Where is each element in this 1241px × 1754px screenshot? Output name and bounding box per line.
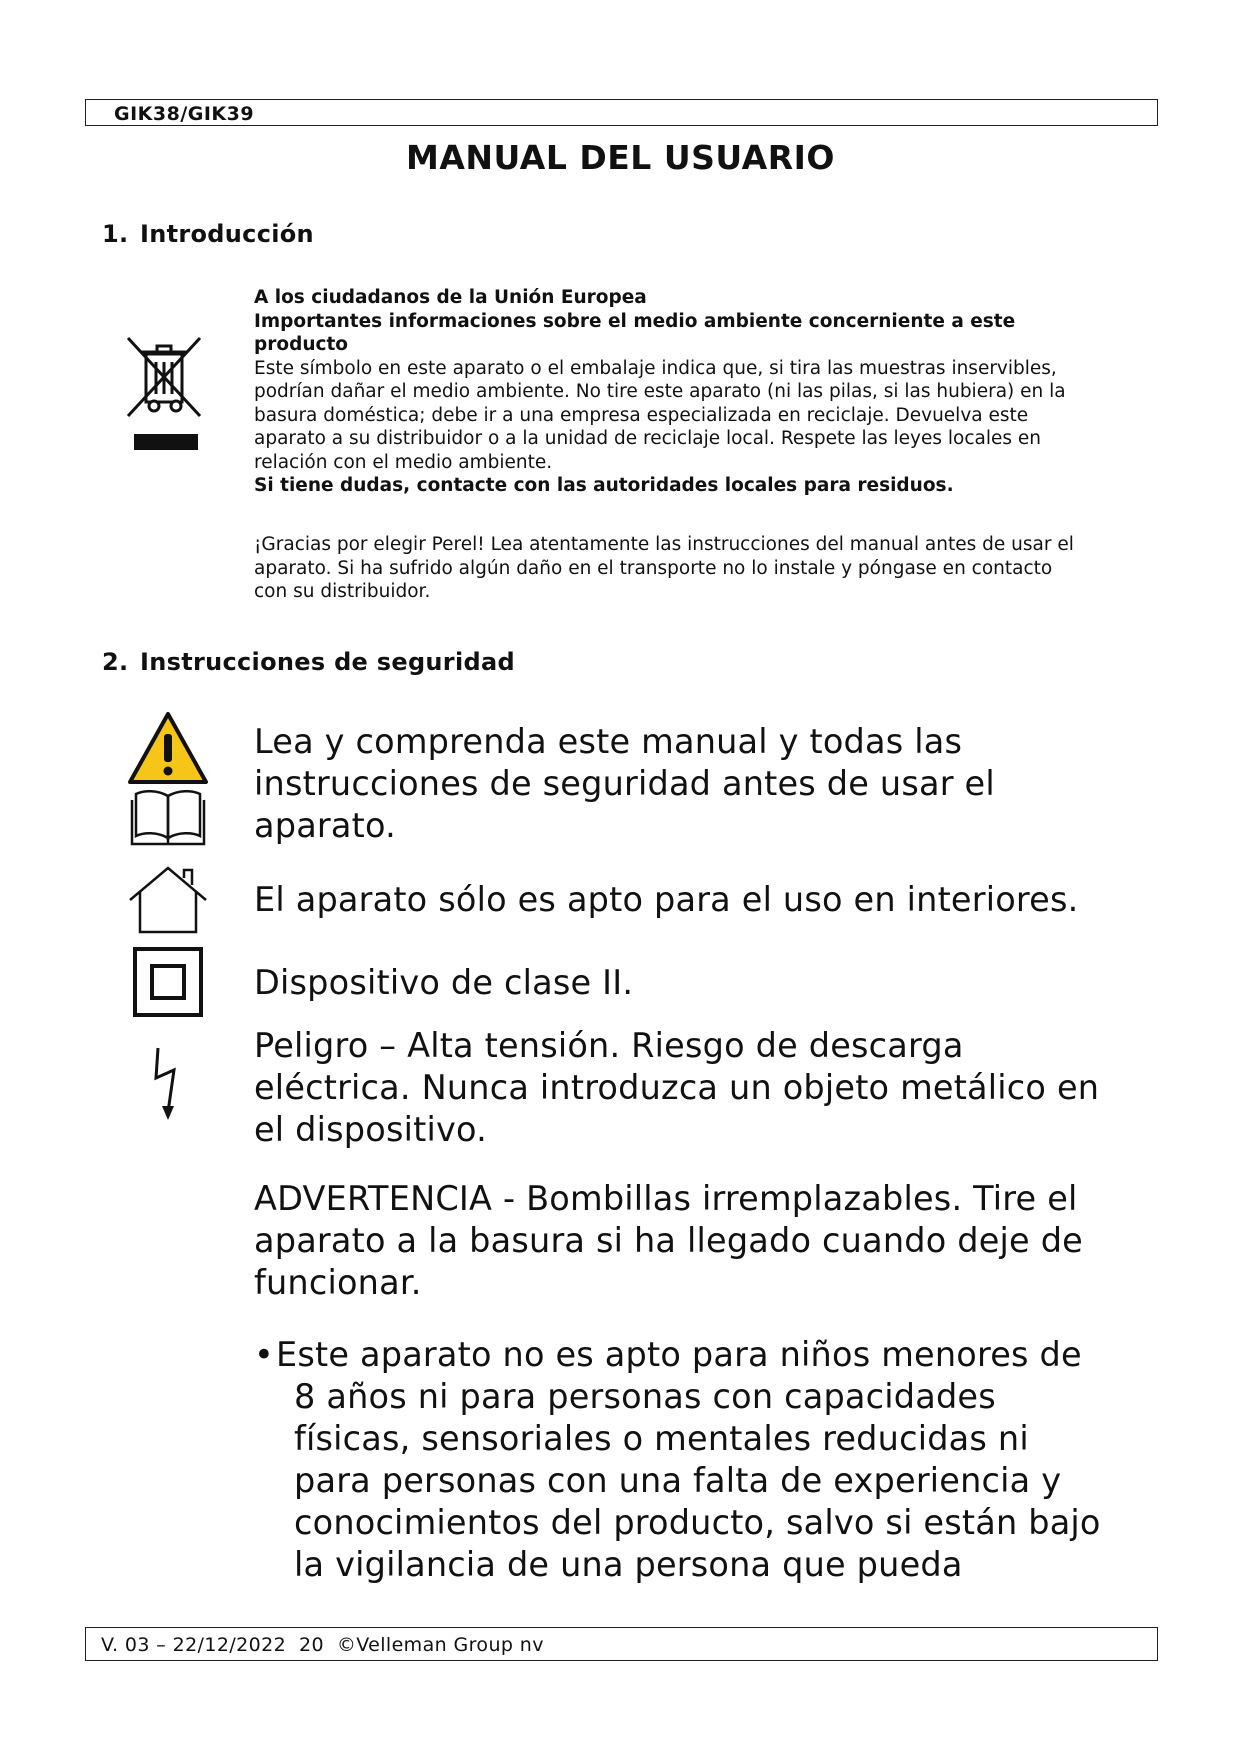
section-1-number: 1. <box>102 220 129 248</box>
section-2-heading <box>102 648 515 676</box>
footer-box <box>85 1627 1158 1661</box>
danger-line: eléctrica. Nunca introduzca un objeto metálico en <box>254 1068 1100 1107</box>
class-ii-text: Dispositivo de clase II. <box>254 963 634 1002</box>
env-info-title-line1: Importantes informaciones sobre el medio ambiente concerniente a este <box>254 310 1016 332</box>
env-body-line: relación con el medio ambiente. <box>254 451 553 473</box>
thanks-block <box>254 533 1134 604</box>
indoor-use-text: El aparato sólo es apto para el uso en interiores. <box>254 880 1079 919</box>
warning-line: ADVERTENCIA - Bombillas irremplazables. Tire el <box>254 1179 1078 1218</box>
manual-book-icon <box>128 786 208 848</box>
thanks-line: ¡Gracias por elegir Perel! Lea atentamente las instrucciones del manual antes de usar el <box>254 534 1074 555</box>
env-body-line: aparato a su distribuidor o a la unidad de reciclaje local. Respete las leyes locales en <box>254 428 1041 449</box>
bullet-cont-line: para personas con una falta de experiencia y <box>294 1461 1062 1500</box>
footer-text: V. 03 – 22/12/2022 20 ©Velleman Group nv <box>101 1634 544 1656</box>
bullet-cont-line: conocimientos del producto, salvo si están bajo <box>294 1503 1101 1542</box>
bullet-dot: • <box>254 1335 274 1374</box>
eu-citizens-title: A los ciudadanos de la Unión Europea <box>254 287 647 308</box>
bullet-cont-line: físicas, sensoriales o mentales reducidas ni <box>294 1419 1029 1458</box>
warning-line: funcionar. <box>254 1263 422 1302</box>
env-body-line: Este símbolo en este aparato o el embalaje indica que, si tira las muestras inservibles, <box>254 357 1057 379</box>
bullet-first-line <box>254 1334 1154 1376</box>
danger-line: Peligro – Alta tensión. Riesgo de descarga <box>254 1026 964 1065</box>
read-manual-text <box>254 721 1154 847</box>
env-body-line: basura doméstica; debe ir a una empresa especializada en reciclaje. Devuelva este <box>254 404 1029 426</box>
thanks-line: aparato. Si ha sufrido algún daño en el transporte no lo instale y póngase en contacto <box>254 557 1053 579</box>
warning-line: aparato a la basura si ha llegado cuando deje de <box>254 1221 1083 1260</box>
high-voltage-icon <box>150 1044 186 1124</box>
section-1-title: Introducción <box>140 220 314 248</box>
read-manual-line: Lea y comprenda este manual y todas las <box>254 722 963 761</box>
thanks-line: con su distribuidor. <box>254 581 431 602</box>
children-safety-bullet <box>254 1334 1154 1586</box>
danger-text <box>254 1025 1154 1151</box>
read-manual-line: aparato. <box>254 806 396 845</box>
warning-triangle-icon <box>126 710 210 786</box>
class-ii-icon <box>132 946 204 1018</box>
env-info-title-line2: producto <box>254 334 349 355</box>
section-2-title: Instrucciones de seguridad <box>140 648 515 676</box>
page-title: MANUAL DEL USUARIO <box>406 138 835 177</box>
bullet-text: Este aparato no es apto para niños menores de <box>276 1335 1082 1374</box>
contact-authorities-note: Si tiene dudas, contacte con las autoridades locales para residuos. <box>254 475 954 496</box>
house-indoor-icon <box>126 864 210 936</box>
section-2-number: 2. <box>102 648 129 676</box>
read-manual-line: instrucciones de seguridad antes de usar el <box>254 764 995 803</box>
env-body-line: podrían dañar el medio ambiente. No tire este aparato (ni las pilas, si las hubiera) en la <box>254 381 1066 402</box>
header-box <box>85 99 1158 126</box>
section-1-heading <box>102 220 314 248</box>
weee-bin-icon <box>124 334 208 456</box>
model-label: GIK38/GIK39 <box>114 103 255 125</box>
bullet-cont-line: 8 años ni para personas con capacidades <box>294 1377 996 1416</box>
warning-text <box>254 1178 1154 1304</box>
danger-line: el dispositivo. <box>254 1110 487 1149</box>
bullet-cont-line: la vigilancia de una persona que pueda <box>294 1545 963 1584</box>
eu-environment-block <box>254 286 1134 498</box>
